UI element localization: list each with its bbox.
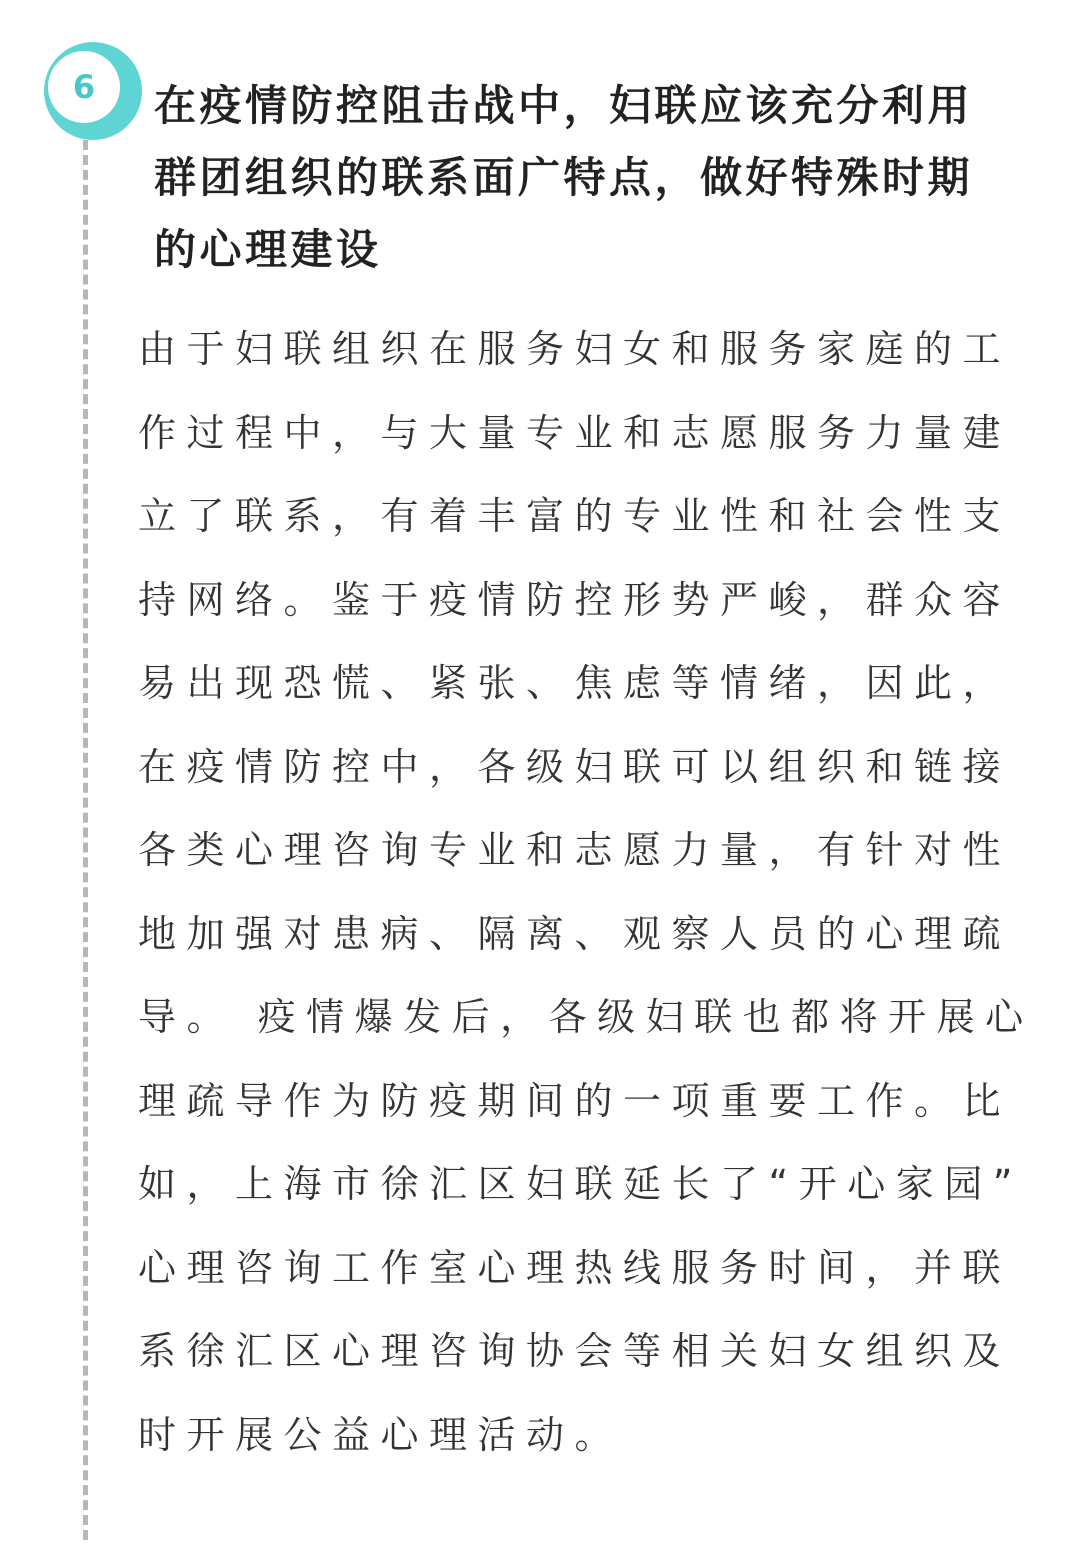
body-line: 易出现恐慌、紧张、焦虑等情绪，因此， xyxy=(138,661,1012,705)
body-line: 立了联系，有着丰富的专业性和社会性支 xyxy=(138,494,1012,538)
body-line: 心理咨询工作室心理热线服务时间，并联 xyxy=(138,1245,1012,1290)
body-line: 时开展公益心理活动。 xyxy=(138,1412,624,1457)
body-line: 理疏导作为防疫期间的一项重要工作。比 xyxy=(138,1078,1012,1123)
body-line: 在疫情防控中，各级妇联可以组织和链接 xyxy=(138,744,1012,789)
body-paragraph xyxy=(138,308,1038,1477)
section-number: 6 xyxy=(72,68,96,106)
body-line: 地加强对患病、隔离、观察人员的心理疏 xyxy=(138,911,1012,956)
section-heading xyxy=(154,70,1054,286)
dashed-timeline-divider xyxy=(83,140,88,1540)
body-line: 导。 疫情爆发后，各级妇联也都将开展心 xyxy=(138,995,1034,1039)
body-line: 由于妇联组织在服务妇女和服务家庭的工 xyxy=(138,327,1012,371)
badge-circle xyxy=(48,51,120,123)
body-line: 作过程中，与大量专业和志愿服务力量建 xyxy=(138,410,1012,455)
section-number-badge xyxy=(44,42,142,140)
heading-line: 群团组织的联系面广特点，做好特殊时期 xyxy=(154,153,974,202)
heading-line: 的心理建设 xyxy=(154,225,382,274)
body-line: 各类心理咨询专业和志愿力量，有针对性 xyxy=(138,828,1012,872)
body-line: 持网络。鉴于疫情防控形势严峻，群众容 xyxy=(138,577,1012,622)
heading-line: 在疫情防控阻击战中，妇联应该充分利用 xyxy=(154,81,974,130)
body-line: 如，上海市徐汇区妇联延长了“开心家园” xyxy=(138,1162,1023,1206)
body-line: 系徐汇区心理咨询协会等相关妇女组织及 xyxy=(138,1329,1012,1373)
